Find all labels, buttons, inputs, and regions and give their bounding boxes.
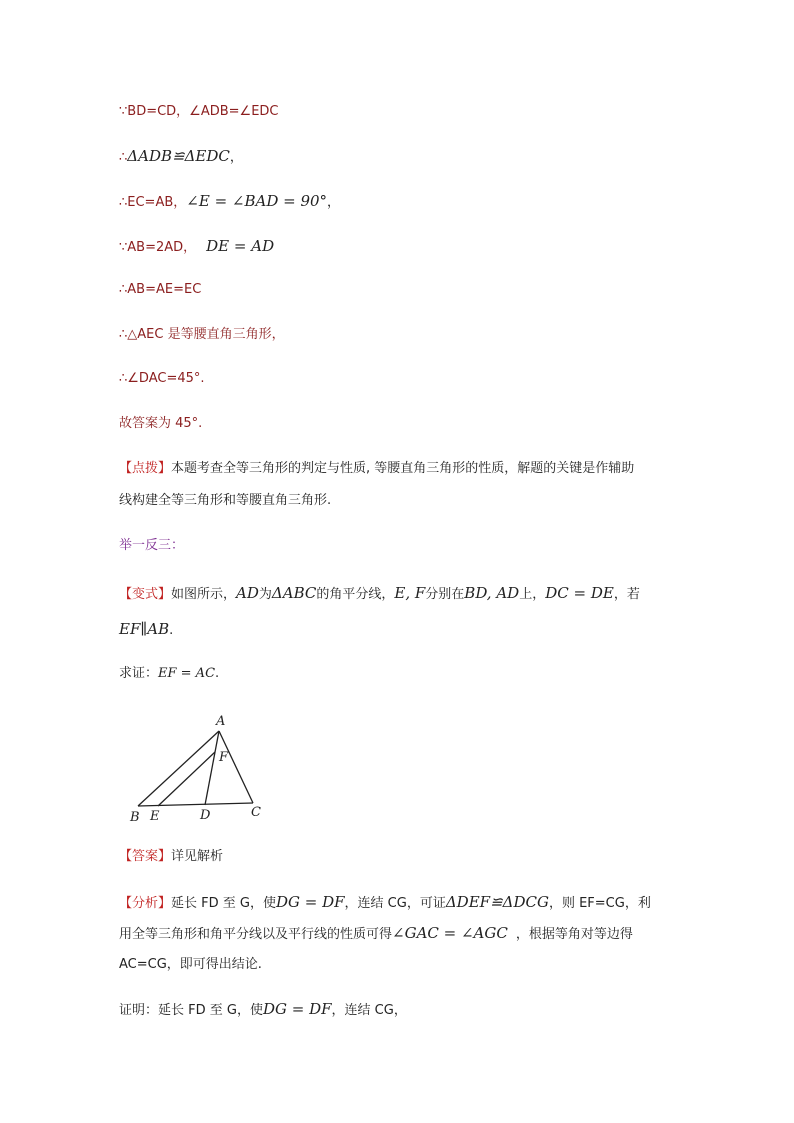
label-A: A (216, 714, 226, 729)
analysis-tag: 【分析】 (119, 896, 172, 911)
label-B: B (130, 810, 140, 825)
analysis-line-1 (119, 892, 651, 914)
segment-AC (219, 731, 253, 803)
analysis-text: ，则 EF=CG，利 (548, 896, 651, 911)
section-title (119, 536, 184, 556)
answer-line (119, 847, 223, 867)
math-expression: DG = DF (275, 893, 345, 911)
step-line-3 (119, 191, 340, 213)
math-expression: AD (236, 584, 259, 602)
dianbo-line-1 (119, 459, 634, 479)
step-line-4 (119, 236, 274, 258)
analysis-text: ，连结 CG，可证 (344, 896, 446, 911)
label-C: C (251, 805, 261, 820)
prove-suffix: . (215, 666, 220, 681)
step-text: ， (327, 195, 341, 210)
segment-BC (138, 803, 253, 806)
step-text: ， (229, 150, 243, 165)
math-expression: EF = AC (158, 666, 216, 681)
problem-text: . (169, 623, 174, 638)
problem-text: ，若 (613, 587, 640, 602)
step-line-8 (119, 414, 202, 434)
analysis-line-2 (119, 923, 633, 945)
bianshi-line-2 (119, 619, 173, 641)
analysis-text: AC=CG，即可得出结论. (119, 957, 262, 972)
step-text: ∵BD=CD，∠ADB=∠EDC (119, 104, 279, 119)
analysis-text: 用全等三角形和角平分线以及平行线的性质可得 (119, 927, 393, 942)
answer-text: 详见解析 (171, 849, 224, 864)
step-text: ∴EC=AB， (119, 195, 187, 210)
math-expression: DG = DF (262, 1000, 332, 1018)
proof-text: ，连结 CG， (331, 1003, 407, 1018)
math-expression: ΔABC (271, 584, 317, 602)
math-expression: ∠E = ∠BAD = 90° (186, 192, 328, 210)
dianbo-text: 本题考查全等三角形的判定与性质, 等腰直角三角形的性质，解题的关键是作辅助 (171, 461, 635, 476)
step-line-1 (119, 102, 279, 122)
prove-label: 求证： (119, 666, 159, 681)
math-expression: BD, AD (464, 584, 520, 602)
step-line-7 (119, 369, 205, 389)
analysis-text: ，根据等角对等边得 (515, 927, 633, 942)
math-expression: DC = DE (545, 584, 614, 602)
math-expression: DE = AD (206, 237, 275, 255)
problem-text: 上， (519, 587, 546, 602)
step-text: ∴∠DAC=45°. (119, 371, 205, 386)
prove-line (119, 664, 219, 684)
step-text: ∴AB=AE=EC (119, 282, 202, 297)
problem-text: 的角平分线， (316, 587, 395, 602)
dianbo-tag: 【点拨】 (119, 461, 172, 476)
label-D: D (200, 808, 211, 823)
proof-text: 证明：延长 FD 至 G，使 (119, 1003, 263, 1018)
problem-text: 如图所示， (171, 587, 237, 602)
proof-line (119, 999, 407, 1021)
dianbo-text: 线构建全等三角形和等腰直角三角形. (119, 493, 332, 508)
step-line-6 (119, 325, 285, 345)
section-title-text: 举一反三： (119, 538, 185, 553)
bianshi-line-1 (119, 583, 640, 605)
math-expression: EF∥AB (119, 620, 170, 638)
step-text: ∴ (119, 150, 128, 165)
math-expression: E, F (394, 584, 426, 602)
analysis-line-3 (119, 955, 262, 975)
step-text: ∴△AEC 是等腰直角三角形， (119, 327, 285, 342)
problem-text: 为 (258, 587, 272, 602)
answer-tag: 【答案】 (119, 849, 172, 864)
analysis-text: 延长 FD 至 G，使 (171, 896, 276, 911)
math-expression: ∠GAC = ∠AGC (392, 924, 508, 942)
problem-text: 分别在 (425, 587, 465, 602)
dianbo-line-2 (119, 491, 331, 511)
bianshi-tag: 【变式】 (119, 587, 172, 602)
step-text: 故答案为 45°. (119, 416, 203, 431)
label-F: F (219, 750, 229, 765)
math-expression: ΔDEF≌ΔDCG (445, 893, 549, 911)
step-line-5 (119, 280, 201, 300)
step-text: ∵AB=2AD， (119, 240, 197, 255)
triangle-figure (120, 708, 280, 828)
step-line-2 (119, 146, 243, 168)
math-expression: ΔADB≌ΔEDC (127, 147, 230, 165)
label-E: E (150, 809, 160, 824)
